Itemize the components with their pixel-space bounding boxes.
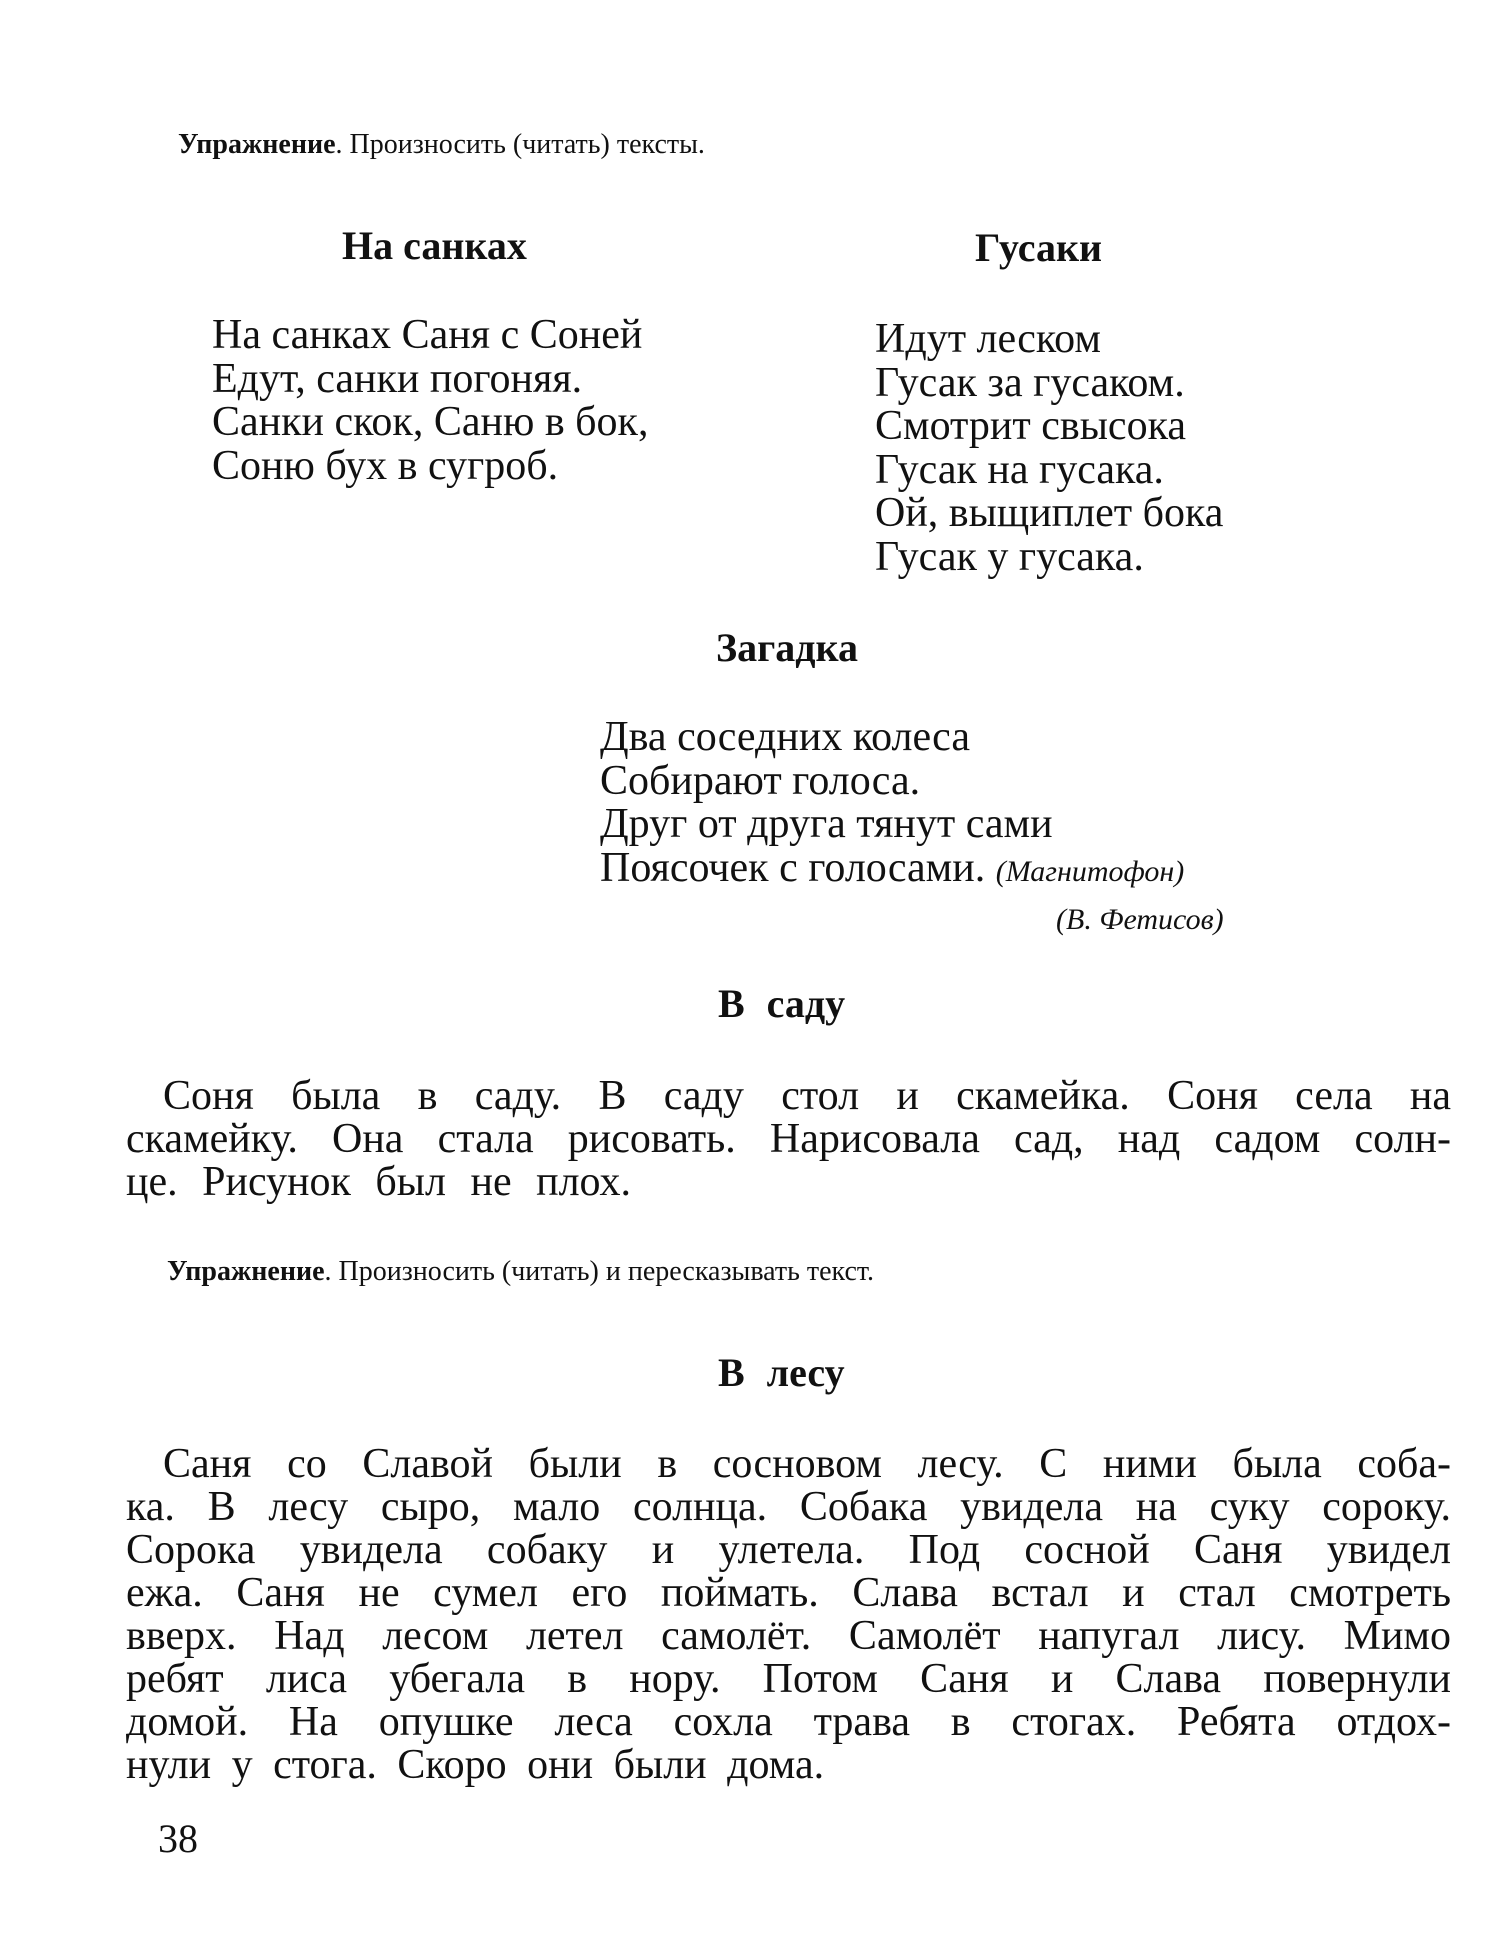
poem-line: Гусак за гусаком. xyxy=(875,359,1185,406)
story-line: ребят лиса убегала в нору. Потом Саня и Слава повернули xyxy=(126,1656,1451,1702)
poem-title-sanki: На санках xyxy=(342,223,527,268)
poem-line: Поясочек с голосами. (Магнитофон) xyxy=(600,844,1185,891)
poem-line: На санках Саня с Соней xyxy=(212,312,643,358)
page-number: 38 xyxy=(158,1816,198,1861)
riddle-title: Загадка xyxy=(716,625,858,670)
story-title-les: В лесу xyxy=(718,1350,845,1395)
instruction-label: Упражнение xyxy=(178,129,336,160)
story-line: домой. На опушке леса сохла трава в стогах. Ребята отдох- xyxy=(126,1699,1451,1745)
poem-line: Санки скок, Саню в бок, xyxy=(212,399,649,445)
story-line: ежа. Саня не сумел его поймать. Слава встал и стал смотреть xyxy=(126,1570,1451,1616)
story-line: Сорока увидела собаку и улетела. Под сосной Саня увидел xyxy=(126,1527,1451,1573)
poem-line: Гусак у гусака. xyxy=(875,533,1144,580)
riddle-poem xyxy=(600,716,1184,893)
riddle-author: (В. Фетисов) xyxy=(1056,903,1224,936)
instruction-label: Упражнение xyxy=(167,1256,325,1287)
riddle-answer: (Магнитофон) xyxy=(995,854,1185,888)
story-line: ка. В лесу сыро, мало солнца. Собака увидела на суку сороку. xyxy=(126,1484,1451,1530)
instruction-read-retell xyxy=(167,1255,874,1289)
instruction-text: . Произносить (читать) тексты. xyxy=(335,129,705,160)
poem-line: Гусак на гусака. xyxy=(875,446,1164,493)
story-sad xyxy=(126,1075,1451,1204)
story-line: вверх. Над лесом летел самолёт. Самолёт напугал лису. Мимо xyxy=(126,1613,1451,1659)
instruction-text: . Произносить (читать) и пересказывать текст. xyxy=(324,1256,875,1287)
poem-sanki xyxy=(212,314,648,488)
poem-line: Друг от друга тянут сами xyxy=(600,801,1053,847)
story-line: Соня была в саду. В саду стол и скамейка. Соня села на xyxy=(163,1073,1451,1119)
poem-line: Соню бух в сугроб. xyxy=(212,442,559,489)
poem-title-gusaki: Гусаки xyxy=(975,225,1103,270)
poem-gusaki xyxy=(875,318,1223,579)
poem-line: Два соседних колеса xyxy=(600,714,970,760)
poem-line: Едут, санки погоняя. xyxy=(212,355,583,402)
story-line: Саня со Славой были в сосновом лесу. С ними была соба- xyxy=(163,1441,1451,1487)
story-les xyxy=(126,1443,1451,1787)
story-title-sad: В саду xyxy=(718,981,846,1026)
story-line: скамейку. Она стала рисовать. Нарисовала сад, над садом солн- xyxy=(126,1116,1451,1162)
poem-line: Идут леском xyxy=(875,316,1101,362)
story-line: це. Рисунок был не плох. xyxy=(126,1159,631,1205)
poem-line: Смотрит свысока xyxy=(875,403,1186,449)
story-line: нули у стога. Скоро они были дома. xyxy=(126,1742,825,1788)
poem-line: Собирают голоса. xyxy=(600,757,921,804)
poem-line: Ой, выщиплет бока xyxy=(875,490,1224,536)
instruction-read-texts xyxy=(178,128,705,162)
